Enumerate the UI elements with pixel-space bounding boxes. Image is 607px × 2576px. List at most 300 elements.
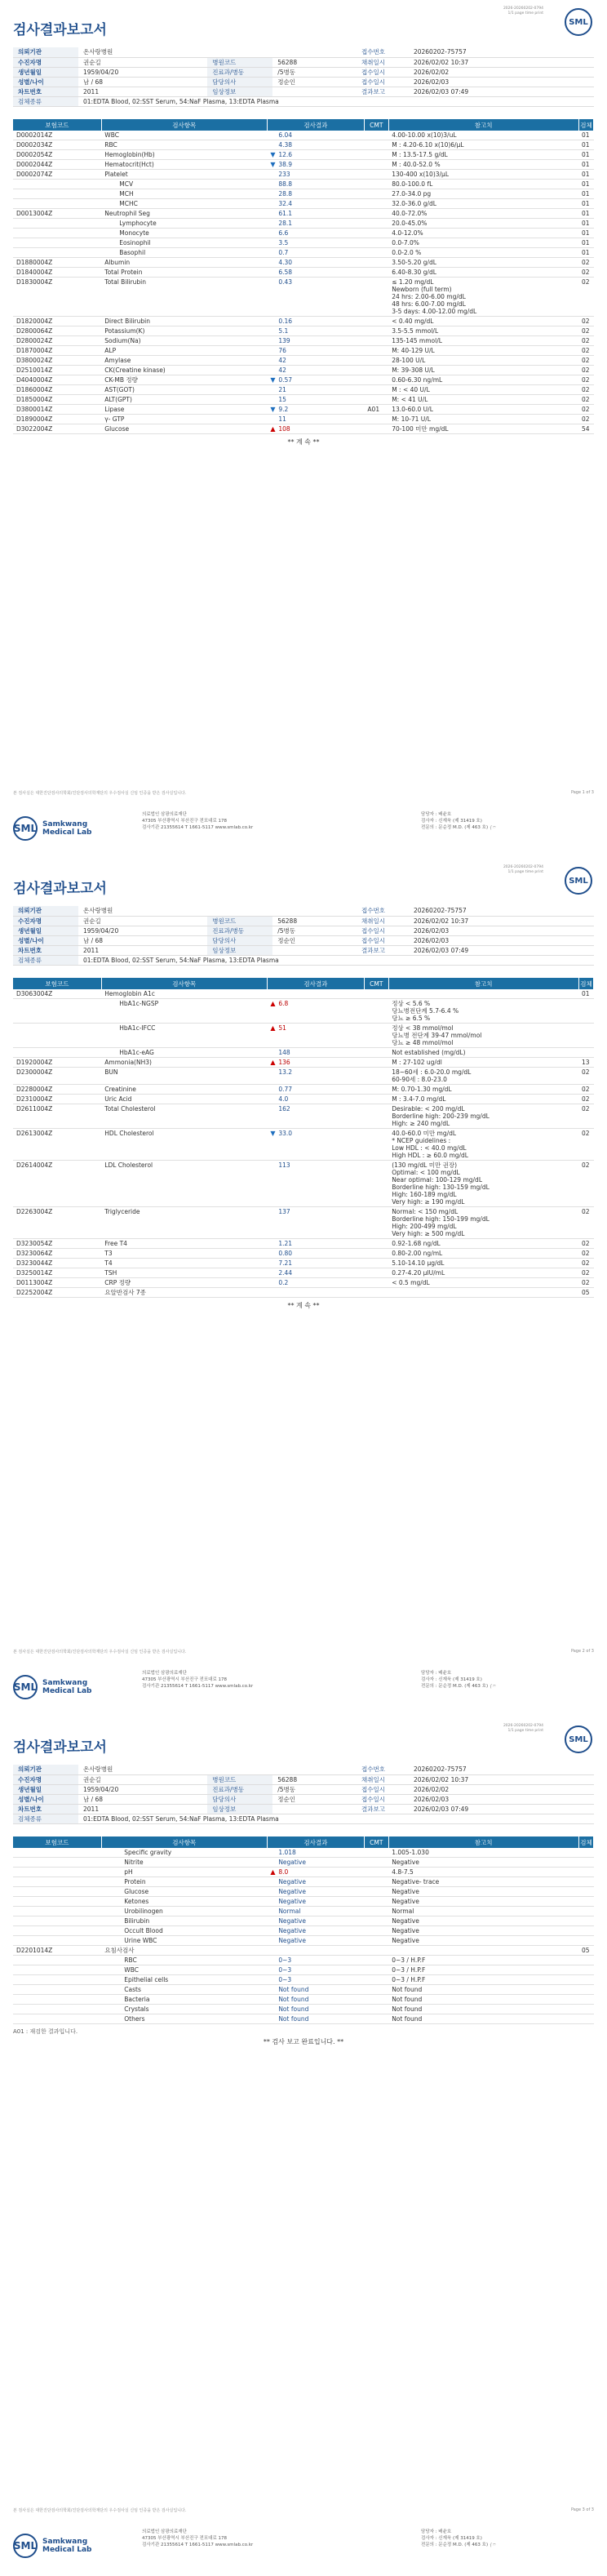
table-row [13,1995,594,2005]
brand-sub: Medical Lab [42,2546,92,2554]
reference-range [388,989,578,999]
contact: 검사기관 21355614 T 1661-5117 www.smlab.co.kr [142,1684,254,1689]
specimen-code: 01 [578,131,594,140]
result-value: 2.44 [278,1269,293,1277]
comment [364,1975,388,1985]
table-row [13,1946,594,1956]
result-value: 6.6 [278,229,289,237]
info-value: 2026/02/03 [409,935,594,945]
test-result [267,1916,364,1926]
test-name: HDL Cholesterol [101,1129,267,1161]
info-label: 성별/나이 [13,935,78,945]
insurance-code [13,999,101,1024]
insurance-code: D1860004Z [13,385,101,395]
table-row [13,248,594,258]
reference-range: 3.50-5.20 g/dL [388,258,578,268]
test-result [267,209,364,219]
brand-sub: Medical Lab [42,1687,92,1695]
reference-range: M : < 40 U/L [388,385,578,395]
role-value: 신재욱 (제 31419 호) [438,2536,482,2541]
reference-range [388,1288,578,1298]
insurance-code: D0002074Z [13,170,101,180]
insurance-code [13,1985,101,1995]
table-row [13,317,594,326]
role-value: 배윤호 [438,2529,452,2534]
result-value: 21 [278,386,286,393]
info-label: 의뢰기관 [13,47,78,57]
role-value: 신재욱 (제 31419 호) [438,819,482,824]
info-value: 권순길 [78,1774,207,1784]
test-name: Total Protein [101,268,267,278]
reference-range: 1.005-1.030 [388,1848,578,1858]
specimen-code: 02 [578,1129,594,1161]
column-header: 검사항목 [101,1837,267,1848]
column-header: 검사결과 [267,1837,364,1848]
insurance-code: D2263004Z [13,1207,101,1239]
table-row [13,405,594,415]
test-name: Potassium(K) [101,326,267,336]
table-row [13,1161,594,1207]
info-label: 채취일시 [357,57,409,67]
reference-range: M : 13.5-17.5 g/dL [388,150,578,160]
role-label: 전문의 : [421,825,437,830]
reference-range: Negative [388,1897,578,1907]
info-label: 진료과/병동 [207,926,272,935]
info-row [13,1794,594,1804]
table-row [13,1288,594,1298]
specimen-code: 02 [578,395,594,405]
footer [13,2529,594,2558]
info-label: 차트번호 [13,945,78,955]
test-result [267,1946,364,1956]
test-name: Bilirubin [101,1916,267,1926]
info-label: 접수일시 [357,935,409,945]
specimen-code [578,1936,594,1946]
reference-range: 13.0-60.0 U/L [388,405,578,415]
reference-range: Not found [388,2005,578,2014]
insurance-code: D1920004Z [13,1058,101,1068]
comment [364,1048,388,1058]
info-row [13,1784,594,1794]
test-result [267,326,364,336]
test-name: Ketones [101,1897,267,1907]
table-row [13,1858,594,1868]
info-label: 채취일시 [357,916,409,926]
column-header: 검체 [578,1837,594,1848]
comment [364,1259,388,1268]
table-row [13,375,594,385]
result-value: Negative [278,1917,306,1925]
role-label: 검사자 : [421,1677,437,1682]
info-value: 남 / 68 [78,935,207,945]
address: 47305 부산광역시 부산진구 전포대로 178 [142,2536,228,2541]
table-row [13,346,594,356]
low-arrow-icon: ▼ [270,161,276,168]
column-header: 참고치 [388,978,578,989]
results-table [13,1837,594,2024]
result-value: 38.9 [278,161,293,168]
test-result [267,1956,364,1965]
insurance-code [13,229,101,238]
table-row [13,1985,594,1995]
comment [364,1897,388,1907]
column-header: 검사결과 [267,978,364,989]
info-value: 20260202-75757 [409,1765,594,1774]
specimen-code: 02 [578,1068,594,1085]
info-row [13,77,594,87]
reference-range: Negative [388,1926,578,1936]
role-value: 신재욱 (제 31419 호) [438,1677,482,1682]
test-result [267,170,364,180]
insurance-code [13,189,101,199]
table-row [13,229,594,238]
reference-range: 40.0-72.0% [388,209,578,219]
comment [364,1956,388,1965]
signature: {ෆ [489,825,496,830]
info-row [13,57,594,67]
page-number: Page 2 of 3 [570,1649,594,1654]
comment [364,366,388,375]
result-value: Negative [278,1878,306,1885]
test-result [267,356,364,366]
result-value: Not found [278,1996,309,2003]
insurance-code: D1870004Z [13,346,101,356]
low-arrow-icon: ▼ [270,1130,276,1137]
test-name: TSH [101,1268,267,1278]
table-header [13,978,594,989]
info-value: 권순길 [78,916,207,926]
table-row [13,366,594,375]
result-value: Negative [278,1888,306,1895]
comment [364,1907,388,1916]
comment [364,1129,388,1161]
table-row [13,1897,594,1907]
info-value: 온사랑병원 [78,906,357,916]
table-row [13,385,594,395]
insurance-code: D1820004Z [13,317,101,326]
test-name: Lymphocyte [101,219,267,229]
info-value: 01:EDTA Blood, 02:SST Serum, 54:NaF Plasma, 13:EDTA Plasma [78,1814,594,1823]
result-value: 137 [278,1208,290,1215]
test-result [267,336,364,346]
result-value: 162 [278,1105,290,1113]
info-value: 남 / 68 [78,1794,207,1804]
comment [364,326,388,336]
insurance-code: D2201014Z [13,1946,101,1956]
table-row [13,160,594,170]
result-value: 4.30 [278,259,293,266]
test-name: Urobilinogen [101,1907,267,1916]
test-name: Platelet [101,170,267,180]
test-result [267,375,364,385]
role-value: 배윤호 [438,1671,452,1676]
insurance-code [13,1916,101,1926]
reference-range: M : 4.20-6.10 x(10)6/μL [388,140,578,150]
result-value: 136 [278,1059,290,1066]
reference-range: Not established (mg/dL) [388,1048,578,1058]
reference-range: Normal [388,1907,578,1916]
test-result [267,1249,364,1259]
info-row [13,945,594,955]
specimen-code: 02 [578,268,594,278]
comment [364,219,388,229]
insurance-code [13,1858,101,1868]
low-arrow-icon: ▼ [270,151,276,158]
test-name: Uric Acid [101,1095,267,1104]
comment [364,346,388,356]
table-header [13,119,594,131]
comment [364,1995,388,2005]
insurance-code: D1890004Z [13,415,101,424]
test-name: MCV [101,180,267,189]
high-arrow-icon: ▲ [270,425,276,433]
insurance-code [13,219,101,229]
specimen-code: 02 [578,356,594,366]
test-name: LDL Cholesterol [101,1161,267,1207]
info-label: 성별/나이 [13,1794,78,1804]
comment [364,1085,388,1095]
test-name: ALT(GPT) [101,395,267,405]
insurance-code: D3230044Z [13,1259,101,1268]
table-row [13,199,594,209]
report-complete-text: ** 검사 보고 완료입니다. ** [263,2038,344,2045]
accreditation-note: 본 검사실은 대한진단검사의학회/진단검사의학재단의 우수검사실 신임 인증을 받은 검사실입니다. [13,791,187,796]
insurance-code [13,1907,101,1916]
insurance-code: D2614004Z [13,1161,101,1207]
table-row [13,1207,594,1239]
test-name: HbA1c-eAG [101,1048,267,1058]
comment [364,424,388,434]
sml-logo: SML [565,8,592,36]
test-name: Specific gravity [101,1848,267,1858]
table-row [13,1048,594,1058]
continued-text: ** 계 속 ** [287,438,320,446]
test-result [267,1268,364,1278]
test-name: Neutrophil Seg [101,209,267,219]
insurance-code: D0002034Z [13,140,101,150]
info-row [13,926,594,935]
reference-range: 5.10-14.10 μg/dL [388,1259,578,1268]
result-value: 0~3 [278,1966,292,1974]
result-value: 42 [278,366,286,374]
test-result [267,180,364,189]
test-result [267,1887,364,1897]
specimen-code [578,1995,594,2005]
info-label: 접수번호 [357,47,409,57]
test-result [267,1048,364,1058]
info-value: 2011 [78,1804,207,1814]
report-page [0,859,607,1717]
comment [364,1848,388,1858]
test-result [267,1068,364,1085]
info-label: 채취일시 [357,1774,409,1784]
reference-range: 32.0-36.0 g/dL [388,199,578,209]
info-label: 결과보고 [357,87,409,96]
specimen-code [578,1887,594,1897]
test-name: Bacteria [101,1995,267,2005]
specimen-code: 01 [578,219,594,229]
info-label: 담당의사 [207,935,272,945]
patient-info-table [13,47,594,107]
high-arrow-icon: ▲ [270,1868,276,1876]
info-value: 01:EDTA Blood, 02:SST Serum, 54:NaF Plasma, 13:EDTA Plasma [78,96,594,106]
role-value: 문순정 M.D. (제 463 호) [438,1684,489,1689]
test-result [267,1024,364,1048]
sml-logo: SML [13,2534,38,2558]
insurance-code: D3230064Z [13,1249,101,1259]
test-result [267,1058,364,1068]
test-result [267,1848,364,1858]
brand-name: Samkwang [42,820,88,828]
test-result [267,1288,364,1298]
reference-range: Not found [388,1985,578,1995]
specimen-code [578,999,594,1024]
reference-range: 3.5-5.5 mmol/L [388,326,578,336]
table-row [13,1239,594,1249]
result-value: 3.5 [278,239,289,246]
comment [364,209,388,219]
table-row [13,1956,594,1965]
test-name: Total Cholesterol [101,1104,267,1129]
comment [364,1278,388,1288]
info-value: 20260202-75757 [409,47,594,57]
info-value: /5병동 [272,1784,357,1794]
test-name: Lipase [101,405,267,415]
info-row [13,1814,594,1823]
reference-range: 40.0-60.0 미만 mg/dL * NCEP guidelines : Low HDL : < 40.0 mg/dL High HDL : ≥ 60.0 mg/dL [388,1129,578,1161]
test-name: T4 [101,1259,267,1268]
insurance-code: D2613004Z [13,1129,101,1161]
specimen-code: 02 [578,1239,594,1249]
info-row [13,955,594,965]
reference-range: 0.27-4.20 μIU/mL [388,1268,578,1278]
table-row [13,278,594,317]
specimen-code [578,1975,594,1985]
test-result [267,424,364,434]
role-label: 검사자 : [421,2536,437,2541]
info-value: 2026/02/03 [409,1794,594,1804]
insurance-code: D2510014Z [13,366,101,375]
table-row [13,1965,594,1975]
specimen-code: 02 [578,1085,594,1095]
insurance-code [13,199,101,209]
signature: {ෆ [489,1684,496,1689]
result-value: 113 [278,1161,290,1169]
test-result [267,278,364,317]
low-arrow-icon: ▼ [270,376,276,384]
test-result [267,2014,364,2024]
info-value: 정순인 [272,1794,357,1804]
specimen-code [578,1956,594,1965]
test-result [267,131,364,140]
info-label: 차트번호 [13,1804,78,1814]
info-value: 정순인 [272,77,357,87]
info-value: /5병동 [272,67,357,77]
result-value: 1.018 [278,1849,296,1856]
info-label: 성별/나이 [13,77,78,87]
result-value: 0.16 [278,318,293,325]
insurance-code: D2800024Z [13,336,101,346]
contact: 검사기관 21355614 T 1661-5117 www.smlab.co.kr [142,825,254,830]
test-result [267,248,364,258]
info-value: 20260202-75757 [409,906,594,916]
insurance-code [13,2005,101,2014]
test-name: WBC [101,131,267,140]
test-name: Free T4 [101,1239,267,1249]
sml-logo: SML [565,867,592,895]
info-label: 의뢰기관 [13,1765,78,1774]
result-value: 28.1 [278,220,293,227]
table-row [13,326,594,336]
info-value: 56288 [272,916,357,926]
info-value: 온사랑병원 [78,47,357,57]
role-label: 담당자 : [421,812,437,817]
result-value: 9.2 [278,406,289,413]
info-label: 임상정보 [207,87,272,96]
footer-logo [13,816,91,841]
insurance-code: D3022004Z [13,424,101,434]
result-value: 42 [278,357,286,364]
reference-range: Desirable: < 200 mg/dL Borderline high: 200-239 mg/dL High: ≥ 240 mg/dL [388,1104,578,1129]
reference-range: 0~3 / H.P.F [388,1956,578,1965]
comment [364,999,388,1024]
reference-range: Negative [388,1936,578,1946]
specimen-code [578,1907,594,1916]
test-result [267,238,364,248]
test-result [267,415,364,424]
info-value: 2026/02/03 07:49 [409,1804,594,1814]
specimen-code: 02 [578,375,594,385]
insurance-code: D2800064Z [13,326,101,336]
insurance-code [13,248,101,258]
reference-range: M : 3.4-7.0 mg/dL [388,1095,578,1104]
info-row [13,916,594,926]
result-value: 61.1 [278,210,293,217]
test-name: Crystals [101,2005,267,2014]
reference-range: 28-100 U/L [388,356,578,366]
test-result [267,1104,364,1129]
specimen-code: 01 [578,229,594,238]
specimen-code: 02 [578,346,594,356]
table-row [13,1129,594,1161]
specimen-code: 02 [578,317,594,326]
comment [364,2014,388,2024]
info-label: 결과보고 [357,945,409,955]
info-label: 담당의사 [207,1794,272,1804]
result-value: 0.57 [278,376,293,384]
specimen-code: 01 [578,199,594,209]
test-name: pH [101,1868,267,1877]
insurance-code [13,1877,101,1887]
test-name: Glucose [101,1887,267,1897]
address: 47305 부산광역시 부산진구 전포대로 178 [142,819,228,824]
test-result [267,268,364,278]
reference-range: 0.0-2.0 % [388,248,578,258]
test-name: WBC [101,1965,267,1975]
info-value: 1959/04/20 [78,67,207,77]
result-value: 0~3 [278,1956,292,1964]
comment [364,180,388,189]
brand-name: Samkwang [42,2538,88,2546]
result-value: Negative [278,1937,306,1944]
reference-range: 70-100 미만 mg/dL [388,424,578,434]
info-label: 수진자명 [13,57,78,67]
info-label: 임상정보 [207,1804,272,1814]
test-result [267,258,364,268]
test-name: Amylase [101,356,267,366]
comment [364,150,388,160]
specimen-code: 02 [578,1278,594,1288]
